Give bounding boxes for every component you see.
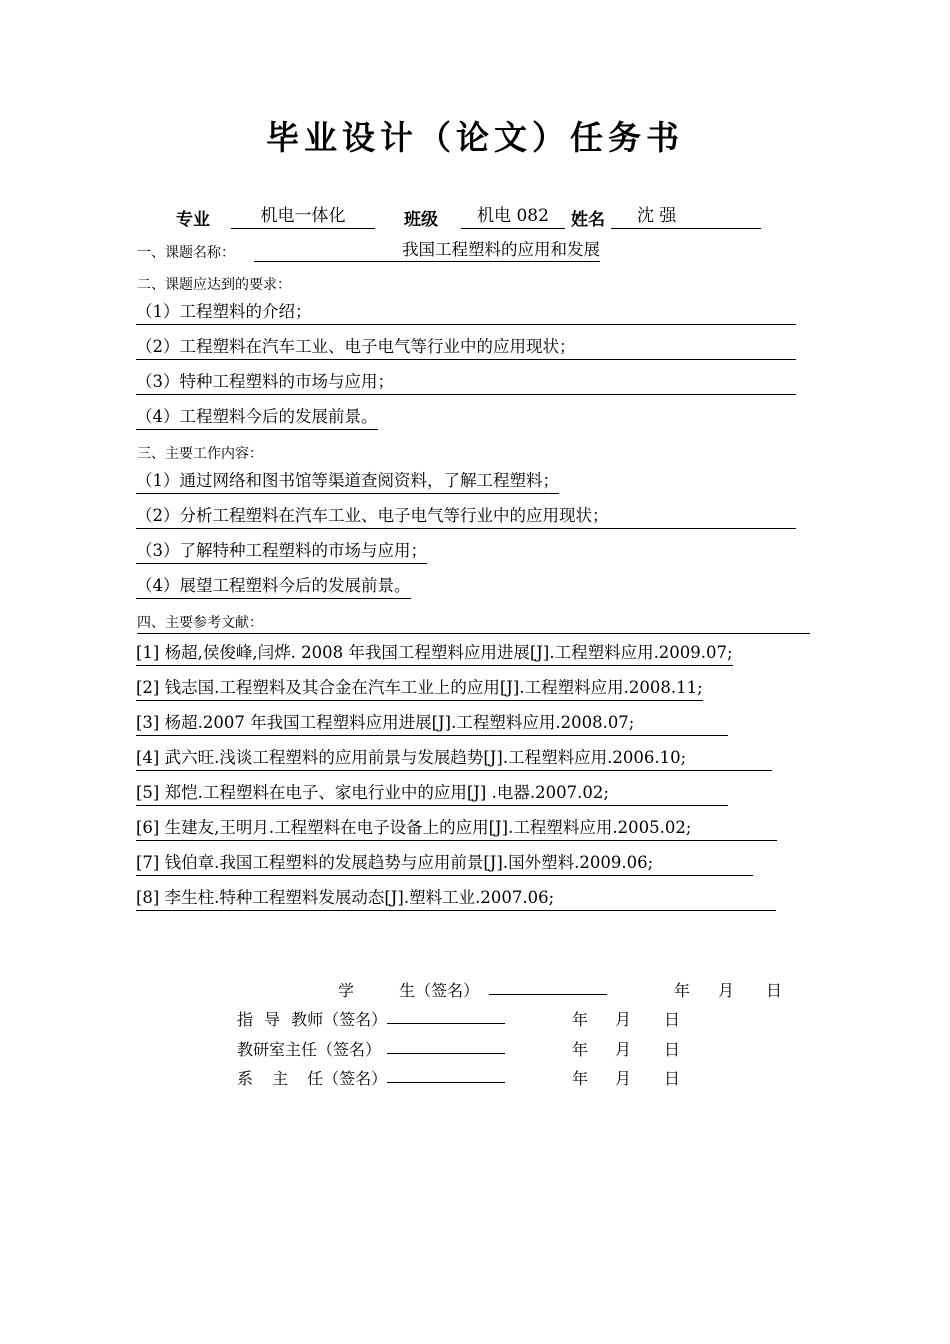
signature-day: 日 [766,981,783,1000]
requirement-item: （4）工程塑料今后的发展前景。 [136,406,378,430]
class-label: 班级 [404,210,438,230]
signature-line [387,1037,505,1054]
references-label: 四、主要参考文献： [137,612,810,634]
signature-year: 年 [572,1010,589,1029]
signature-role-dept-head: 系 主 任（签名） [237,1069,388,1088]
signature-day: 日 [664,1010,681,1029]
requirement-item: （2）工程塑料在汽车工业、电子电气等行业中的应用现状； [136,336,796,360]
topic-value: 我国工程塑料的应用和发展 [254,240,600,262]
signature-line [489,978,607,995]
name-value: 沈 强 [611,205,761,229]
signature-role-advisor: 指 导 教师（签名） [237,1010,388,1029]
reference-item: [8] 李生柱.特种工程塑料发展动态[J].塑料工业.2007.06; [136,887,776,911]
signature-line [387,1066,505,1083]
reference-item: [2] 钱志国.工程塑料及其合金在汽车工业上的应用[J].工程塑料应用.2008.11; [136,677,703,701]
signature-month: 月 [615,1010,632,1029]
reference-item: [3] 杨超.2007 年我国工程塑料应用进展[J].工程塑料应用.2008.07; [136,712,728,736]
signature-month: 月 [718,981,735,1000]
reference-item: [7] 钱伯章.我国工程塑料的发展趋势与应用前景[J].国外塑料.2009.06; [136,852,753,876]
signature-month: 月 [615,1040,632,1059]
signature-day: 日 [664,1040,681,1059]
work-item: （4）展望工程塑料今后的发展前景。 [136,575,411,599]
major-label: 专业 [176,210,210,230]
work-item: （1）通过网络和图书馆等渠道查阅资料，了解工程塑料； [136,470,559,494]
signature-year: 年 [572,1069,589,1088]
reference-item: [5] 郑恺.工程塑料在电子、家电行业中的应用[J] .电器.2007.02; [136,782,728,806]
signature-month: 月 [615,1069,632,1088]
work-item: （3）了解特种工程塑料的市场与应用； [136,540,427,564]
signature-role-director: 教研室主任（签名） [237,1040,382,1059]
work-label: 三、主要工作内容： [137,446,263,462]
topic-label: 一、课题名称： [137,245,235,261]
signature-year: 年 [674,981,691,1000]
reference-item: [6] 生建友,王明月.工程塑料在电子设备上的应用[J].工程塑料应用.2005.02; [136,817,777,841]
signature-day: 日 [664,1069,681,1088]
signature-year: 年 [572,1040,589,1059]
page-title: 毕业设计（论文）任务书 [266,118,684,157]
requirement-item: （3）特种工程塑料的市场与应用； [136,371,796,395]
signature-line [387,1007,505,1024]
requirements-label: 二、课题应达到的要求： [137,277,291,293]
major-value: 机电一体化 [231,205,375,229]
work-item: （2）分析工程塑料在汽车工业、电子电气等行业中的应用现状； [136,505,796,529]
reference-item: [4] 武六旺.浅谈工程塑料的应用前景与发展趋势[J].工程塑料应用.2006.10; [136,747,772,771]
signature-role-student: 学 生（签名） [338,981,480,1000]
requirement-item: （1）工程塑料的介绍； [136,301,796,325]
reference-item: [1] 杨超,侯俊峰,闫烨. 2008 年我国工程塑料应用进展[J].工程塑料应用.2009.07; [136,642,733,666]
class-value: 机电 082 [461,205,565,229]
name-label: 姓名 [571,210,605,230]
